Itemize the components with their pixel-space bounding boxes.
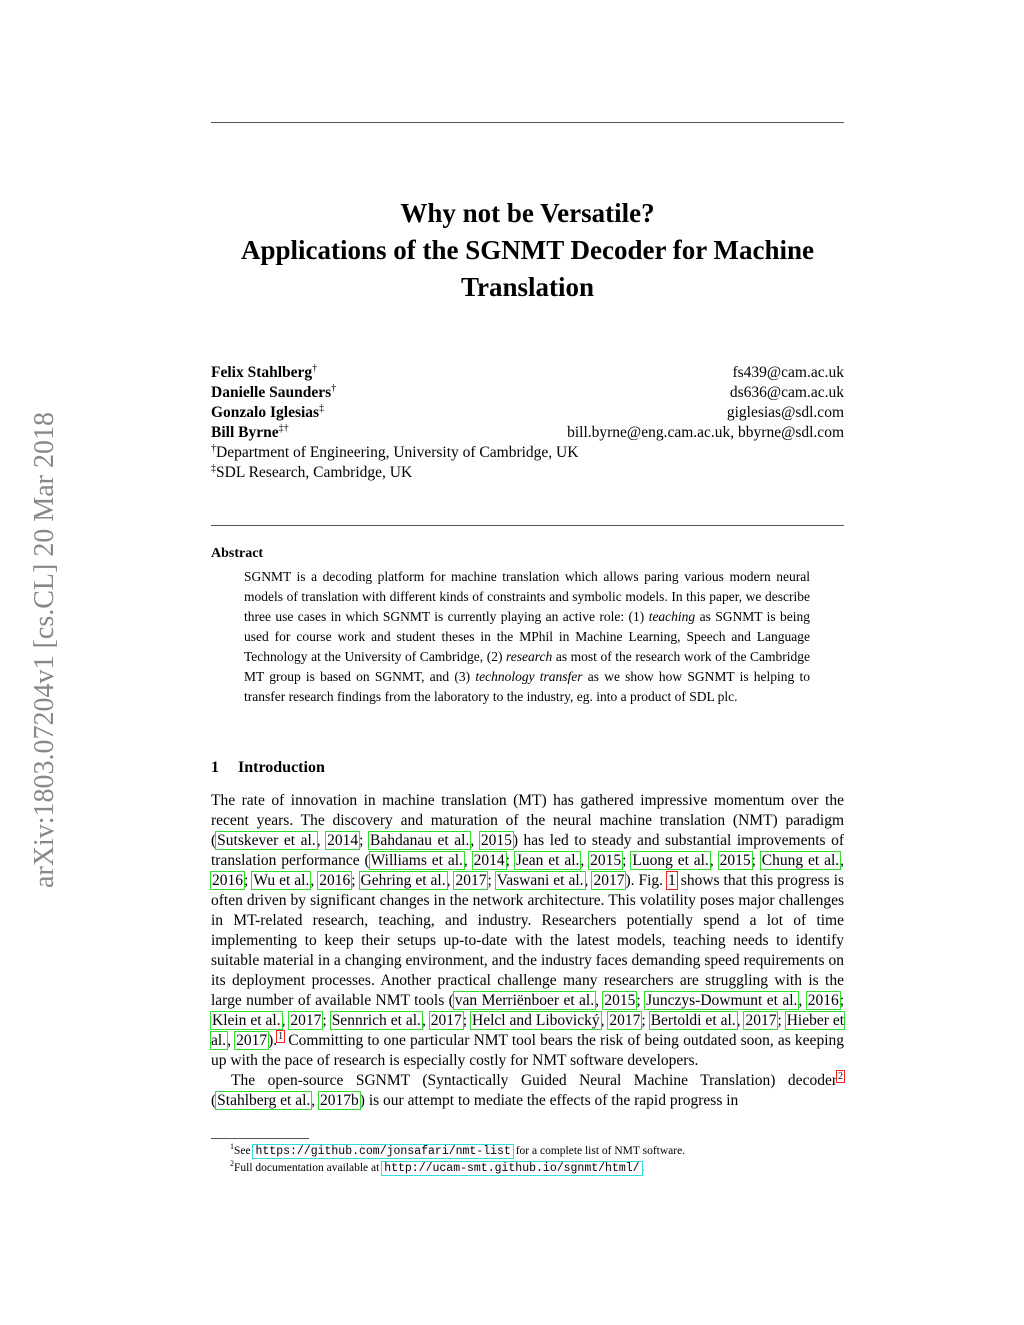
citation-link[interactable]: Sennrich et al.	[331, 1012, 421, 1029]
author-email: ds636@cam.ac.uk	[729, 384, 844, 401]
citation-link[interactable]: 2015	[719, 852, 751, 869]
citation-link[interactable]: Gehring et al.	[360, 872, 446, 889]
abstract-heading: Abstract	[211, 546, 264, 561]
citation-link[interactable]: 2016	[319, 872, 351, 889]
affiliation: †Department of Engineering, University of Cambridge, UK	[211, 442, 579, 461]
citation-link[interactable]: 2017	[430, 1012, 462, 1029]
mid-rule	[211, 525, 844, 526]
footnote: $^1$See https://github.com/jonsafari/nmt-list for a complete list of NMT software.	[230, 1142, 686, 1158]
footnote: $^2$Full documentation available at http://ucam-smt.github.io/sgnmt/html/ .	[230, 1159, 645, 1175]
citation-link[interactable]: Chung et al.	[761, 852, 840, 869]
citation-link[interactable]: Junczys-Dowmunt et al.	[646, 992, 798, 1009]
introduction-text: The rate of innovation in machine translation (MT) has gathered impressive momentum over the recent years. The discovery and maturation of the neural machine translation (NMT) paradigm (Sutskever et al., 2014; Bahdanau et al., 2015) has led to steady and substantial improvements of translation performance (Williams et al., 2014; Jean et al., 2015; Luong et al., 2015; Chung et al., 2016; Wu et al., 2016; Gehring et al., 2017; Vaswani et al., 2017). Fig. 1 shows that this progress is often driven by significant changes in the network architecture. This volatility poses major challenges in MT-related research, teaching, and industry. Researchers potentially spend a lot of time implementing to keep their setups up-to-date with the latest models, teaching needs to identify suitable material in a changing environment, and the industry faces demanding speed requirements on its deployment processes. Another practical challenge many researchers are struggling with is the large number of available NMT tools (van Merriënboer et al., 2015; Junczys-Dowmunt et al., 2016; Klein et al., 2017; Sennrich et al., 2017; Helcl and Libovický, 2017; Bertoldi et al., 2017; Hieber et al., 2017).$^1$ Committing to one particular NMT tool bears the risk of being outdated soon, as keeping up with the pace of research is especially costly for NMT software developers. The open-source SGNMT (Syntactically Guided Neural Machine Translation) decoder$^2$ (Stahlberg et al., 2017b) is our attempt to mediate the effects of the rapid progress in	[211, 792, 845, 1109]
citation-link[interactable]: 2017b	[320, 1092, 359, 1109]
citation-link[interactable]: Stahlberg et al.	[217, 1092, 311, 1109]
citation-link[interactable]: Klein et al.	[212, 1012, 281, 1029]
affiliation: ‡SDL Research, Cambridge, UK	[211, 462, 413, 481]
footnote-url-link[interactable]: https://github.com/jonsafari/nmt-list	[255, 1145, 511, 1158]
citation-link[interactable]: 2017	[609, 1012, 641, 1029]
top-rule	[211, 122, 844, 123]
citation-link[interactable]: van Merriënboer et al.	[454, 992, 595, 1009]
citation-link[interactable]: 2014	[327, 832, 359, 849]
author-block	[211, 363, 844, 483]
author-row: Danielle Saunders† ds636@cam.ac.uk	[211, 382, 844, 401]
citation-link[interactable]: Bahdanau et al.	[370, 832, 470, 849]
author-row: Gonzalo Iglesias‡ giglesias@sdl.com	[211, 402, 844, 421]
author-email: bill.byrne@eng.cam.ac.uk, bbyrne@sdl.com	[567, 424, 844, 441]
footnote-link[interactable]: 1	[278, 1030, 284, 1042]
citation-link[interactable]: Wu et al.	[253, 872, 310, 889]
citation-link[interactable]: 2015	[480, 832, 512, 849]
figure-ref-link[interactable]: 1	[668, 872, 676, 889]
footnote-link[interactable]: 2	[838, 1070, 843, 1082]
abstract-text: SGNMT is a decoding platform for machine translation which allows paring various modern neural models of translation with different kinds of constraints and symbolic models. In this paper, we describe three use cases in which SGNMT is currently playing an active role: (1) teaching as SGNMT is being used for course work and student theses in the MPhil in Machine Learning, Speech and Language Technology at the University of Cambridge, (2) research as most of the research work of the Cambridge MT group is based on SGNMT, and (3) technology transfer as we show how SGNMT is helping to transfer research findings from the laboratory to the industry, eg. into a product of SDL plc.	[244, 569, 810, 704]
author-row: Bill Byrne‡† bill.byrne@eng.cam.ac.uk, bbyrne@sdl.com	[211, 422, 844, 441]
citation-link[interactable]: 2015	[590, 852, 622, 869]
citation-link[interactable]: 2017	[455, 872, 487, 889]
citation-link[interactable]: Helcl and Libovický	[472, 1012, 600, 1029]
author-row: Felix Stahlberg† fs439@cam.ac.uk	[211, 362, 844, 381]
citation-link[interactable]: Vaswani et al.	[496, 872, 584, 889]
author-email: fs439@cam.ac.uk	[732, 364, 844, 381]
author-email: giglesias@sdl.com	[726, 404, 844, 421]
citation-link[interactable]: 2014	[473, 852, 505, 869]
citation-link[interactable]: 2017	[236, 1032, 268, 1049]
paper-title: Why not be Versatile? Applications of the SGNMT Decoder for Machine Translation	[241, 198, 814, 302]
citation-link[interactable]: Sutskever et al.	[217, 832, 316, 849]
citation-link[interactable]: 2016	[807, 992, 839, 1009]
citation-link[interactable]: Luong et al.	[632, 852, 709, 869]
citation-link[interactable]: 2017	[745, 1012, 777, 1029]
arxiv-identifier: arXiv:1803.07204v1 [cs.CL] 20 Mar 2018	[29, 412, 60, 888]
citation-link[interactable]: 2017	[290, 1012, 322, 1029]
footnotes	[211, 1143, 844, 1177]
citation-link[interactable]: Hieber et al.	[211, 1012, 845, 1049]
footnote-url-link[interactable]: http://ucam-smt.github.io/sgnmt/html/	[384, 1162, 640, 1175]
citation-link[interactable]: Williams et al.	[370, 852, 463, 869]
citation-link[interactable]: 2016	[212, 872, 243, 889]
citation-link[interactable]: Bertoldi et al.	[650, 1012, 736, 1029]
citation-link[interactable]: Jean et al.	[515, 852, 580, 869]
footnote-rule	[211, 1138, 309, 1139]
citation-link[interactable]: 2015	[604, 992, 636, 1009]
section-heading: 1 Introduction	[211, 759, 325, 776]
citation-link[interactable]: 2017	[593, 872, 625, 889]
